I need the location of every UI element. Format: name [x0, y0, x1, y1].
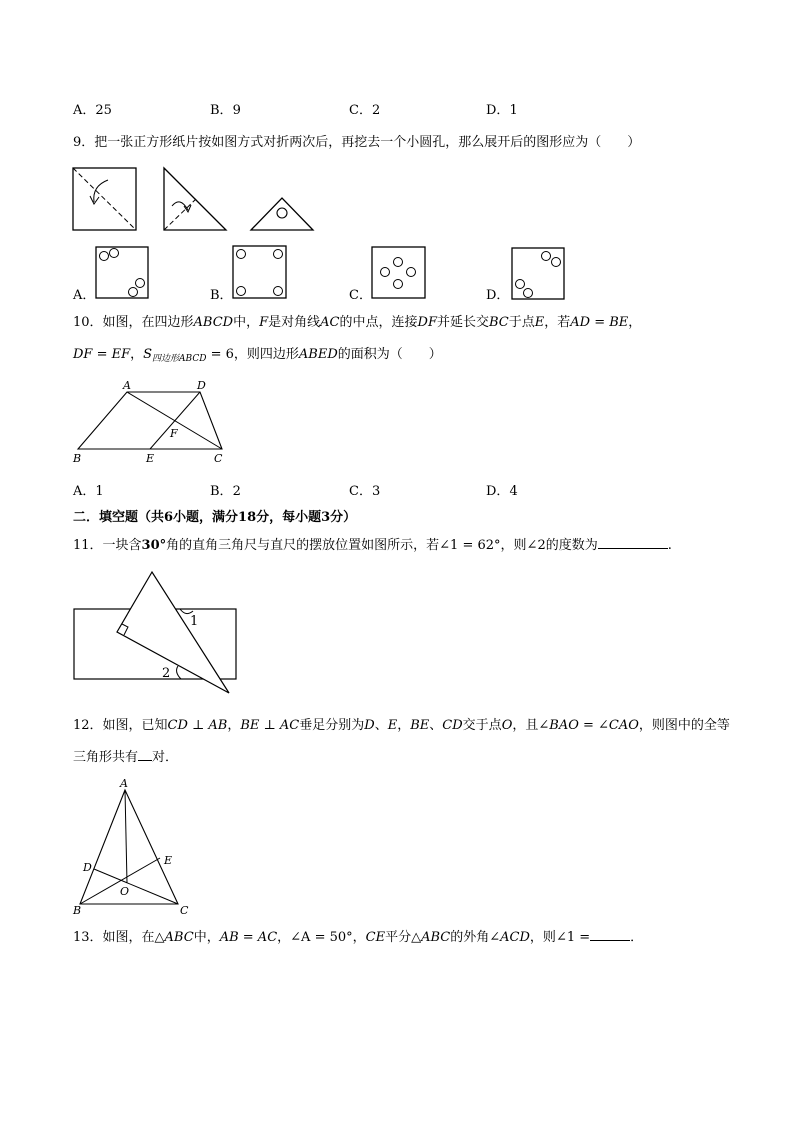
q10-question-line1: 10．如图，在四边形ABCD中，F是对角线AC的中点，连接DF并延长交BC于点E，若AD = BE，: [73, 315, 642, 330]
q10-question-line2: DF = EF，$S_{四边形ABCD} = 6$，则四边形ABED的面积为（ ）: [73, 347, 442, 364]
q12-label-a: A: [120, 777, 128, 790]
q10-label-b: B: [73, 452, 82, 465]
q11-question-text: 11．一块含30°角的直角三角尺与直尺的摆放位置如图所示，若∠1 = 62°，则∠2的度数为 .: [73, 538, 672, 553]
q10-option-a: A．1: [73, 484, 104, 499]
section-heading: 二．填空题（共6小题，满分18分，每小题3分）: [73, 510, 357, 525]
q12-label-c: C: [180, 904, 189, 917]
q8-option-c: C．2: [349, 103, 381, 118]
q10-label-d: D: [197, 379, 206, 392]
q12-label-b: B: [73, 904, 82, 917]
q9-option-a-label: A．: [73, 288, 96, 303]
q10-label-a: A: [123, 379, 131, 392]
q8-option-d: D．1: [486, 103, 518, 118]
q13-question-text: 13．如图，在△ABC中，AB = AC，∠A = 50°，CE平分△ABC的外角∠ACD，则∠1 = ．: [73, 930, 644, 945]
q13-answer-blank[interactable]: [590, 940, 630, 941]
q12-question-line1: 12．如图，已知CD ⊥ AB，BE ⊥ AC垂足分别为D、E，BE、CD交于点O，且∠BAO = ∠CAO，则图中的全等: [73, 718, 730, 733]
q10-option-c: C．3: [349, 484, 381, 499]
q10-label-c: C: [214, 452, 223, 465]
q9-option-d-label: D．: [486, 288, 510, 303]
q8-option-a: A．25: [73, 103, 112, 118]
q12-label-e: E: [164, 854, 173, 867]
q11-label-2: 2: [162, 666, 171, 681]
q12-line-ao: [125, 790, 127, 883]
q12-line-cd: [94, 869, 178, 904]
q10-label-e: E: [146, 452, 155, 465]
q10-option-d: D．4: [486, 484, 518, 499]
q9-option-c-label: C．: [349, 288, 372, 303]
q12-label-o: O: [120, 885, 130, 898]
q9-question-text: 9．把一张正方形纸片按如图方式对折两次后，再挖去一个小圆孔，那么展开后的图形应为（ ）: [73, 135, 641, 150]
q12-question-line2: 三角形共有 对．: [73, 750, 179, 765]
q9-option-b-label: B．: [210, 288, 233, 303]
q10-label-f: F: [170, 427, 178, 440]
q10-option-b: B．2: [210, 484, 241, 499]
q8-option-b: B．9: [210, 103, 241, 118]
q11-label-1: 1: [190, 614, 199, 629]
q12-label-d: D: [83, 861, 92, 874]
